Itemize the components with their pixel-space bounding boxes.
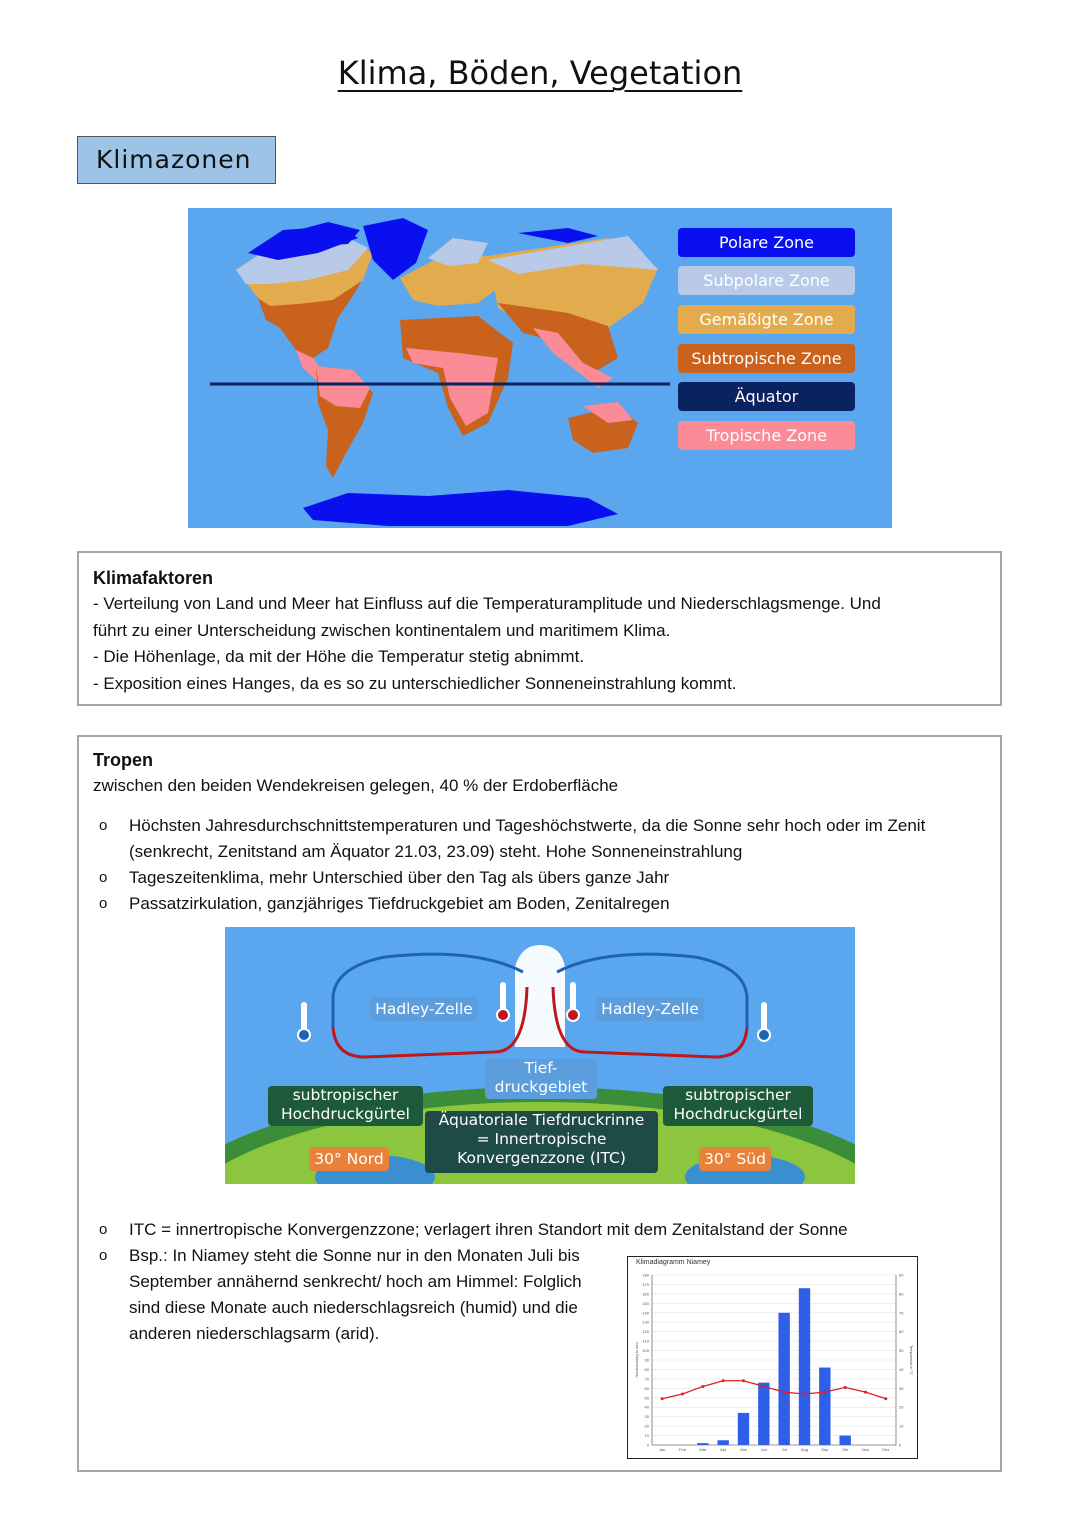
low-pressure-label xyxy=(485,1059,597,1099)
bullet-text: Tageszeitenklima, mehr Unterschied über den Tag als übers ganze Jahr xyxy=(129,868,670,887)
hadley-cell-left-label: Hadley-Zelle xyxy=(370,997,478,1021)
hadley-cell-diagram xyxy=(225,927,855,1184)
x-tick-label: Jan xyxy=(658,1447,666,1452)
itc-line: Konvergenzzone (ITC) xyxy=(457,1149,626,1167)
y-tick-label-right: 80 xyxy=(899,1291,904,1297)
high-pressure-belt-left xyxy=(268,1086,423,1126)
y-tick-label-left: 70 xyxy=(644,1376,649,1382)
legend-tropische-zone: Tropische Zone xyxy=(678,421,855,450)
x-tick-label: Sep xyxy=(821,1447,829,1452)
klimafaktoren-line: - Verteilung von Land und Meer hat Einfluss auf die Temperaturamplitude und Niederschlagsmenge. Und xyxy=(93,594,881,613)
y-tick-label-right: 30 xyxy=(899,1385,904,1391)
x-tick-label: Apr xyxy=(720,1447,727,1452)
y-tick-label-left: 20 xyxy=(644,1423,649,1429)
bullet-text: (senkrecht, Zenitstand am Äquator 21.03, 23.09) steht. Hohe Sonneneinstrahlung xyxy=(129,842,743,861)
klimafaktoren-line: führt zu einer Unterscheidung zwischen kontinentalem und maritimem Klima. xyxy=(93,620,671,640)
y-tick-label-left: 130 xyxy=(642,1319,649,1325)
climate-zones-map xyxy=(188,208,892,528)
x-tick-label: Okt xyxy=(842,1447,849,1452)
x-tick-label: Mär xyxy=(699,1447,707,1452)
x-tick-label: Jul xyxy=(781,1447,787,1452)
itc-line: = Innertropische xyxy=(476,1130,607,1148)
y-tick-label-left: 80 xyxy=(644,1366,649,1372)
y-tick-label-left: 150 xyxy=(642,1300,649,1306)
bullet-text: sind diese Monate auch niederschlagsreich (humid) und die xyxy=(129,1298,578,1317)
precipitation-bar xyxy=(758,1383,769,1445)
y-tick-label-right: 70 xyxy=(899,1310,904,1316)
y-tick-label-left: 120 xyxy=(642,1329,649,1335)
x-tick-label: Aug xyxy=(800,1447,809,1452)
bullet-symbol: o xyxy=(99,1247,108,1264)
bullet-text: ITC = innertropische Konvergenzzone; verlagert ihren Standort mit dem Zenitalstand der Sonne xyxy=(129,1220,848,1239)
precipitation-bar xyxy=(799,1288,810,1445)
y-axis-label-left: Niederschlag in mm xyxy=(634,1342,639,1378)
y-tick-label-right: 50 xyxy=(899,1348,904,1354)
precipitation-bar xyxy=(738,1413,749,1445)
y-tick-label-left: 50 xyxy=(644,1395,649,1401)
bullet-symbol: o xyxy=(99,1221,108,1238)
y-tick-label-left: 10 xyxy=(644,1433,649,1439)
bullet-text: anderen niederschlagsarm (arid). xyxy=(129,1324,380,1343)
chart-title: Klimadiagramm Niamey xyxy=(636,1259,711,1266)
itc-label xyxy=(425,1111,658,1173)
temperature-point xyxy=(844,1386,847,1389)
klimafaktoren-title: Klimafaktoren xyxy=(93,568,214,588)
x-tick-label: Mai xyxy=(740,1447,747,1452)
list-item xyxy=(99,1217,848,1243)
y-tick-label-left: 40 xyxy=(644,1404,649,1410)
bullet-text: Bsp.: In Niamey steht die Sonne nur in den Monaten Juli bis xyxy=(129,1246,580,1265)
bullet-symbol: o xyxy=(99,895,108,912)
temperature-point xyxy=(701,1385,704,1388)
x-tick-label: Feb xyxy=(679,1447,686,1452)
temperature-point xyxy=(742,1379,745,1382)
y-tick-label-right: 0 xyxy=(899,1442,902,1448)
y-tick-label-right: 60 xyxy=(899,1329,904,1335)
low-pressure-line: Tief- xyxy=(524,1059,558,1077)
page-title: Klima, Böden, Vegetation xyxy=(337,54,743,92)
temperature-point xyxy=(783,1391,786,1394)
y-tick-label-left: 180 xyxy=(642,1272,649,1278)
legend-gemaessigte-zone: Gemäßigte Zone xyxy=(678,305,855,334)
y-tick-label-right: 10 xyxy=(899,1423,904,1429)
latitude-30-south-label: 30° Süd xyxy=(699,1147,771,1171)
high-pressure-line: subtropischer xyxy=(292,1086,399,1104)
y-tick-label-left: 90 xyxy=(644,1357,649,1363)
temperature-point xyxy=(661,1397,664,1400)
bullet-text: Passatzirkulation, ganzjähriges Tiefdruckgebiet am Boden, Zenitalregen xyxy=(129,894,670,913)
tropen-title: Tropen xyxy=(93,750,154,770)
klimafaktoren-line: - Die Höhenlage, da mit der Höhe die Temperatur stetig abnimmt. xyxy=(93,647,585,666)
precipitation-bar xyxy=(839,1436,850,1445)
bullet-text: September annähernd senkrecht/ hoch am Himmel: Folglich xyxy=(129,1272,582,1291)
section-tag-klimazonen: Klimazonen xyxy=(77,136,276,184)
list-item xyxy=(99,865,925,891)
legend-aequator: Äquator xyxy=(678,382,855,411)
temperature-point xyxy=(722,1379,725,1382)
x-tick-label: Nov xyxy=(861,1447,870,1452)
temperature-point xyxy=(681,1393,684,1396)
y-tick-label-left: 30 xyxy=(644,1414,649,1420)
tropen-bullet-list xyxy=(99,813,925,917)
temperature-line xyxy=(662,1381,886,1399)
temperature-point xyxy=(803,1393,806,1396)
y-tick-label-left: 140 xyxy=(642,1310,649,1316)
itc-line: Äquatoriale Tiefdruckrinne xyxy=(438,1111,645,1129)
bullet-symbol: o xyxy=(99,817,108,834)
x-tick-label: Dez xyxy=(882,1447,890,1452)
y-tick-label-right: 20 xyxy=(899,1404,904,1410)
y-tick-label-left: 170 xyxy=(642,1281,649,1287)
climate-chart-plot xyxy=(628,1257,916,1457)
precipitation-bar xyxy=(697,1443,708,1445)
precipitation-bar xyxy=(778,1313,789,1445)
klimafaktoren-box xyxy=(77,551,1002,706)
y-tick-label-left: 110 xyxy=(642,1338,649,1344)
temperature-point xyxy=(823,1391,826,1394)
y-axis-label-right: Temperatur in °C xyxy=(909,1344,914,1376)
legend-subpolare-zone: Subpolare Zone xyxy=(678,266,855,295)
klimafaktoren-line: - Exposition eines Hanges, da es so zu unterschiedlicher Sonneneinstrahlung kommt. xyxy=(93,673,737,693)
latitude-30-north-label: 30° Nord xyxy=(309,1147,389,1171)
bullet-symbol: o xyxy=(99,869,108,886)
y-tick-label-left: 60 xyxy=(644,1385,649,1391)
precipitation-bar xyxy=(819,1368,830,1445)
y-tick-label-left: 100 xyxy=(642,1348,649,1354)
y-tick-label-right: 40 xyxy=(899,1366,904,1372)
y-tick-label-left: 160 xyxy=(642,1291,649,1297)
high-pressure-belt-right xyxy=(663,1086,813,1126)
list-item xyxy=(99,891,925,917)
precipitation-bar xyxy=(717,1440,728,1445)
climate-chart-niamey xyxy=(627,1256,918,1459)
high-pressure-line: Hochdruckgürtel xyxy=(673,1105,803,1123)
temperature-point xyxy=(884,1397,887,1400)
legend-polare-zone: Polare Zone xyxy=(678,228,855,257)
list-item xyxy=(99,813,925,865)
high-pressure-line: subtropischer xyxy=(685,1086,791,1104)
high-pressure-line: Hochdruckgürtel xyxy=(281,1105,410,1123)
temperature-point xyxy=(864,1391,867,1394)
y-tick-label-left: 0 xyxy=(646,1442,649,1448)
legend-subtropische-zone: Subtropische Zone xyxy=(678,344,855,373)
low-pressure-line: druckgebiet xyxy=(494,1078,588,1096)
x-tick-label: Jun xyxy=(760,1447,768,1452)
tropen-subtitle: zwischen den beiden Wendekreisen gelegen, 40 % der Erdoberfläche xyxy=(93,776,619,795)
y-tick-label-right: 90 xyxy=(899,1272,904,1278)
temperature-point xyxy=(762,1385,765,1388)
bullet-text: Höchsten Jahresdurchschnittstemperaturen und Tageshöchstwerte, da die Sonne sehr hoch oder im Zenit xyxy=(129,816,926,835)
hadley-cell-right-label: Hadley-Zelle xyxy=(596,997,704,1021)
